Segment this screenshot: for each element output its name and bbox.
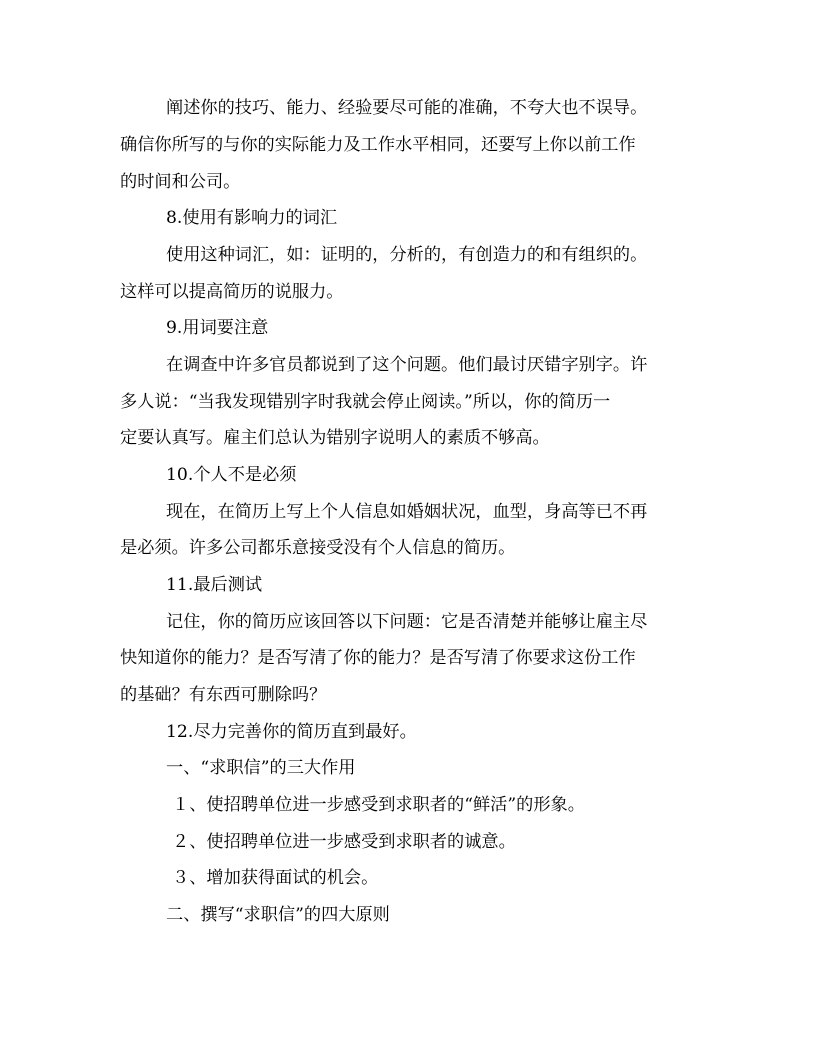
paragraph-line: 确信你所写的与你的实际能力及工作水平相同，还要写上你以前工作	[120, 135, 636, 155]
paragraph-line: 在调查中许多官员都说到了这个问题。他们最讨厌错字别字。许	[166, 355, 648, 375]
paragraph-line: 这样可以提高简历的说服力。	[120, 282, 344, 302]
section-heading: 9.用词要注意	[166, 318, 269, 338]
paragraph-line: 快知道你的能力？是否写清了你的能力？是否写清了你要求这份工作	[120, 648, 636, 668]
paragraph-line: 使用这种词汇，如：证明的，分析的，有创造力的和有组织的。	[166, 245, 648, 265]
paragraph-line: 现在，在简历上写上个人信息如婚姻状况，血型，身高等已不再	[166, 502, 648, 522]
list-item: １、使招聘单位进一步感受到求职者的“鲜活”的形象。	[172, 795, 585, 815]
paragraph-line: 定要认真写。雇主们总认为错别字说明人的素质不够高。	[120, 428, 550, 448]
paragraph-line: 多人说：“当我发现错别字时我就会停止阅读。”所以，你的简历一	[120, 392, 611, 412]
paragraph-line: 是必须。许多公司都乐意接受没有个人信息的简历。	[120, 538, 516, 558]
section-heading: 11.最后测试	[166, 575, 263, 595]
list-item: ２、使招聘单位进一步感受到求职者的诚意。	[172, 832, 516, 852]
section-heading: 12.尽力完善你的简历直到最好。	[166, 722, 417, 742]
section-heading: 8.使用有影响力的词汇	[166, 208, 338, 228]
paragraph-line: 阐述你的技巧、能力、经验要尽可能的准确，不夸大也不误导。	[166, 98, 648, 118]
paragraph-line: 的基础？有东西可删除吗？	[120, 685, 327, 705]
section-heading: 一、“求职信”的三大作用	[166, 758, 356, 778]
paragraph-line: 的时间和公司。	[120, 172, 241, 192]
paragraph-line: 记住，你的简历应该回答以下问题：它是否清楚并能够让雇主尽	[166, 612, 648, 632]
section-heading: 二、撰写“求职信”的四大原则	[166, 905, 390, 925]
section-heading: 10.个人不是必须	[166, 465, 297, 485]
list-item: ３、增加获得面试的机会。	[172, 868, 379, 888]
